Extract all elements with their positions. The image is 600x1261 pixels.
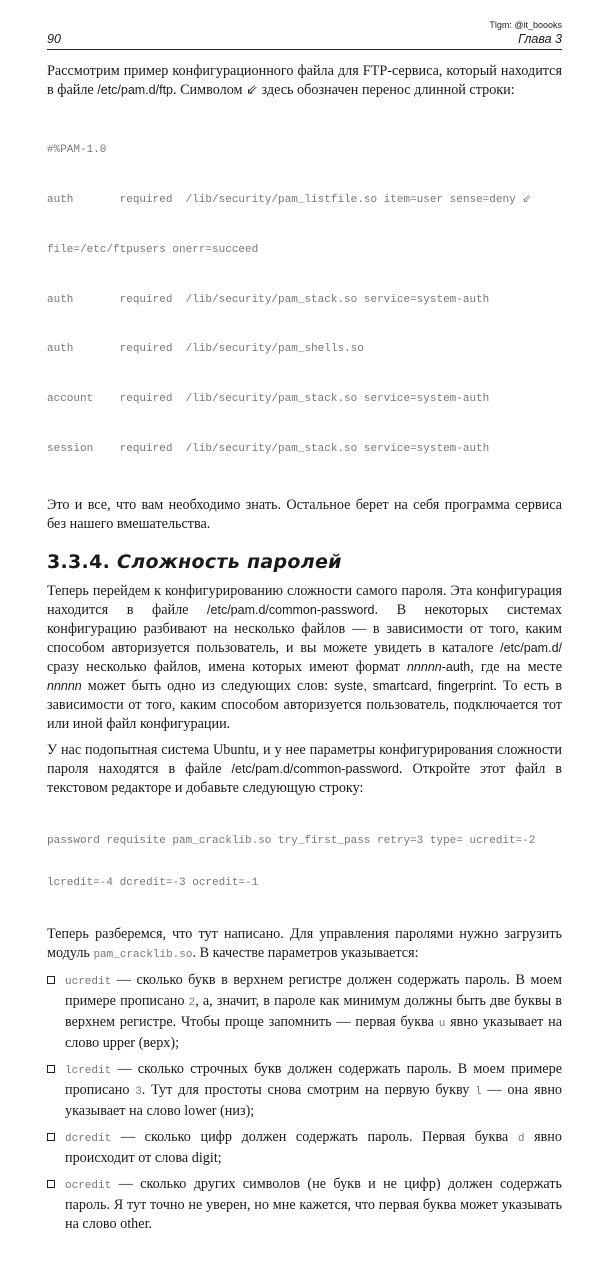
code-line: lcredit=-4 dcredit=-3 ocredit=-1 [47, 876, 259, 889]
text: , где на месте [470, 658, 562, 675]
text: — сколько других символов (не букв и не цифр) должен содержать пароль. Я тут точно не уверен, но мне кажется, что первая буква может указывать на слово other. [65, 1175, 562, 1232]
code-line: auth required /lib/security/pam_listfile.so item=user sense=deny ⇙ [47, 193, 532, 206]
text: , а, значит, в пароле как минимум должны быть две буквы в верхнем регистре. Чтобы проще запомнить — первая буква [65, 992, 562, 1030]
section-heading [47, 550, 562, 574]
text: . Символом [173, 82, 247, 98]
format-var: nnnnn [406, 659, 442, 674]
section-title: Сложность паролей [117, 550, 342, 573]
text: . Откройте этот файл в текстовом редакторе и добавьте следующую строку: [47, 760, 562, 796]
list-item [47, 1128, 562, 1168]
parameter-list [47, 971, 562, 1234]
code-line: auth required /lib/security/pam_shells.so [47, 343, 364, 356]
text: Теперь перейдем к конфигурированию сложности самого пароля. Эта конфигурация находится в файле [47, 582, 562, 618]
format-var: nnnnn [47, 678, 82, 693]
text: . В некоторых системах конфигурацию разбивают на несколько файлов — в зависимости от того, каким способом авторизуется пользователь, и вы можете увидеть в каталоге [47, 601, 562, 656]
list-item [47, 971, 562, 1053]
inline-code: 2 [188, 996, 196, 1009]
text: явно указывает на слово upper (верх); [65, 1013, 563, 1051]
param-name: lcredit [65, 1064, 112, 1077]
param-name: ocredit [65, 1179, 112, 1192]
checkbox-bullet-icon [47, 1133, 55, 1141]
code-line: #%PAM-1.0 [47, 144, 107, 157]
after-code-paragraph [47, 496, 562, 534]
text: Теперь разберемся, что тут написано. Для управления паролями нужно загрузить модуль [47, 925, 562, 961]
chapter-title: Глава 3 [518, 32, 562, 46]
page-number: 90 [47, 32, 61, 46]
paragraph-ubuntu [47, 741, 562, 798]
text: — сколько строчных букв должен содержать пароль. В моем примере прописано [65, 1060, 562, 1098]
file-path: /etc/pam.d/common-password [207, 602, 375, 617]
code-block-cracklib [47, 806, 562, 918]
checkbox-bullet-icon [47, 1180, 55, 1188]
dir-path: /etc/pam.d/ [500, 640, 562, 655]
code-line: auth required /lib/security/pam_stack.so service=system-auth [47, 293, 490, 306]
file-path: /etc/pam.d/ftp [97, 83, 173, 97]
format-suffix: -auth [441, 659, 471, 674]
text: — сколько цифр должен содержать пароль. Первая буква [111, 1128, 518, 1145]
text: может быть одно из следующих слов: [81, 677, 335, 694]
list-item [47, 1175, 562, 1234]
list-item [47, 1060, 562, 1121]
text: У нас подопытная система Ubuntu, и у нее параметры конфигурирования сложности пароля находятся в файле [47, 741, 562, 777]
inline-code: d [517, 1132, 525, 1145]
text: — она явно указывает на слово lower (низ); [65, 1081, 563, 1119]
param-name: ucredit [65, 975, 112, 988]
code-line: session required /lib/security/pam_stack.so service=system-auth [47, 442, 490, 455]
auth-words: syste, smartcard, fingerprint [334, 678, 494, 693]
module-name: pam_cracklib.so [93, 948, 193, 961]
intro-paragraph [47, 62, 562, 100]
code-line: account required /lib/security/pam_stack.so service=system-auth [47, 393, 490, 406]
section-number: 3.3.4. [47, 550, 111, 573]
text: здесь обозначен перенос длинной строки: [257, 82, 515, 98]
text: сразу несколько файлов, имена которых имеют формат [47, 658, 407, 675]
text: . Тут для простоты снова смотрим на первую букву [141, 1081, 476, 1098]
text: явно происходит от слова digit; [65, 1128, 562, 1166]
paragraph-explanation [47, 925, 562, 965]
text: . В качестве параметров указывается: [192, 944, 419, 961]
code-line: password requisite pam_cracklib.so try_first_pass retry=3 type= ucredit=-2 [47, 834, 536, 847]
inline-code: 3 [135, 1085, 142, 1098]
text: Это и все, что вам необходимо знать. Остальное берет на себя программа сервиса без нашего вмешательства. [47, 496, 562, 532]
book-page [47, 0, 562, 1261]
param-name: dcredit [65, 1132, 112, 1145]
code-block-pam-ftp [47, 109, 562, 491]
running-header [47, 31, 562, 50]
checkbox-bullet-icon [47, 1065, 55, 1073]
text: . То есть в зависимости от того, каким способом авторизуется пользователь, подключается тот или иной файл конфигурации. [47, 677, 562, 732]
inline-code: l [475, 1085, 482, 1098]
code-line: file=/etc/ftpusers onerr=succeed [47, 243, 259, 256]
paragraph-complexity [47, 582, 562, 734]
inline-code: u [438, 1017, 446, 1030]
text: — сколько букв в верхнем регистре должен содержать пароль. В моем примере прописано [65, 971, 562, 1009]
text: Рассмотрим пример конфигурационного файла для FTP-сервиса, который находится в файле [47, 63, 562, 98]
wrap-arrow-icon: ⇙ [246, 82, 258, 98]
file-path: /etc/pam.d/common-password [231, 761, 399, 776]
watermark: Tlgm: @it_boooks [489, 20, 562, 30]
checkbox-bullet-icon [47, 976, 55, 984]
